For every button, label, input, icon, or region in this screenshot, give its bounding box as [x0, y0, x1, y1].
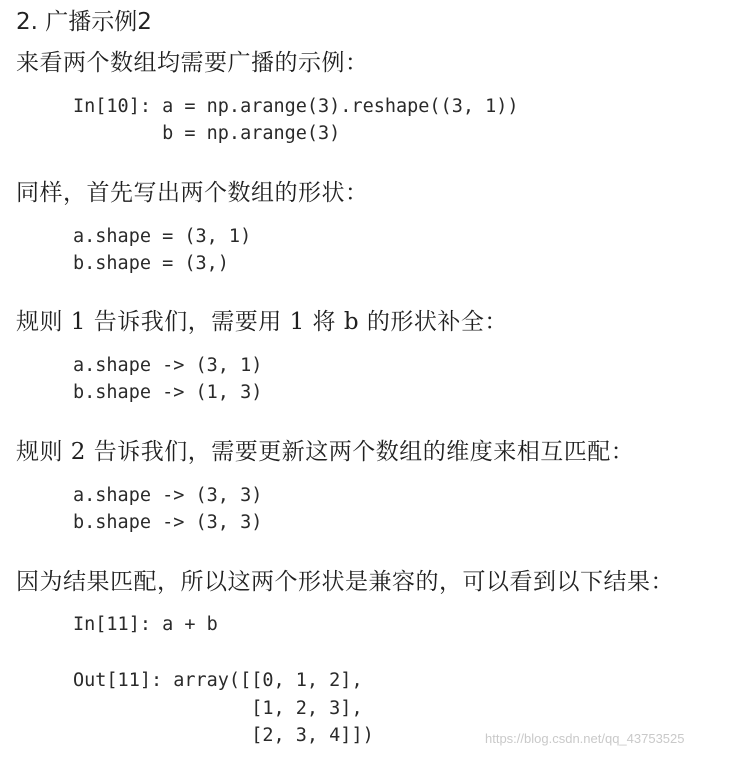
section-heading: 2. 广播示例2 — [16, 9, 152, 35]
code-line: b.shape = (3,) — [73, 253, 229, 274]
code-line: Out[11]: array([[0, 1, 2], — [73, 670, 363, 691]
code-line: a.shape -> (3, 1) — [73, 355, 263, 376]
code-line: [2, 3, 4]]) — [73, 725, 374, 746]
code-line: [1, 2, 3], — [73, 698, 363, 719]
paragraph-rule-1: 规则 1 告诉我们，需要用 1 将 b 的形状补全： — [16, 309, 508, 335]
code-line: b.shape -> (1, 3) — [73, 382, 263, 403]
code-line: In[11]: a + b — [73, 614, 218, 635]
code-line: b.shape -> (3, 3) — [73, 512, 263, 533]
paragraph-intro: 来看两个数组均需要广播的示例： — [16, 50, 369, 76]
code-line: a.shape = (3, 1) — [73, 226, 252, 247]
watermark-url: https://blog.csdn.net/qq_43753525 — [485, 731, 685, 746]
code-line: b = np.arange(3) — [73, 123, 341, 144]
paragraph-rule-2: 规则 2 告诉我们，需要更新这两个数组的维度来相互匹配： — [16, 439, 635, 465]
code-line: In[10]: a = np.arange(3).reshape((3, 1)) — [73, 96, 519, 117]
paragraph-result: 因为结果匹配，所以这两个形状是兼容的，可以看到以下结果： — [16, 569, 674, 595]
paragraph-shapes: 同样，首先写出两个数组的形状： — [16, 180, 369, 206]
code-line: a.shape -> (3, 3) — [73, 485, 263, 506]
